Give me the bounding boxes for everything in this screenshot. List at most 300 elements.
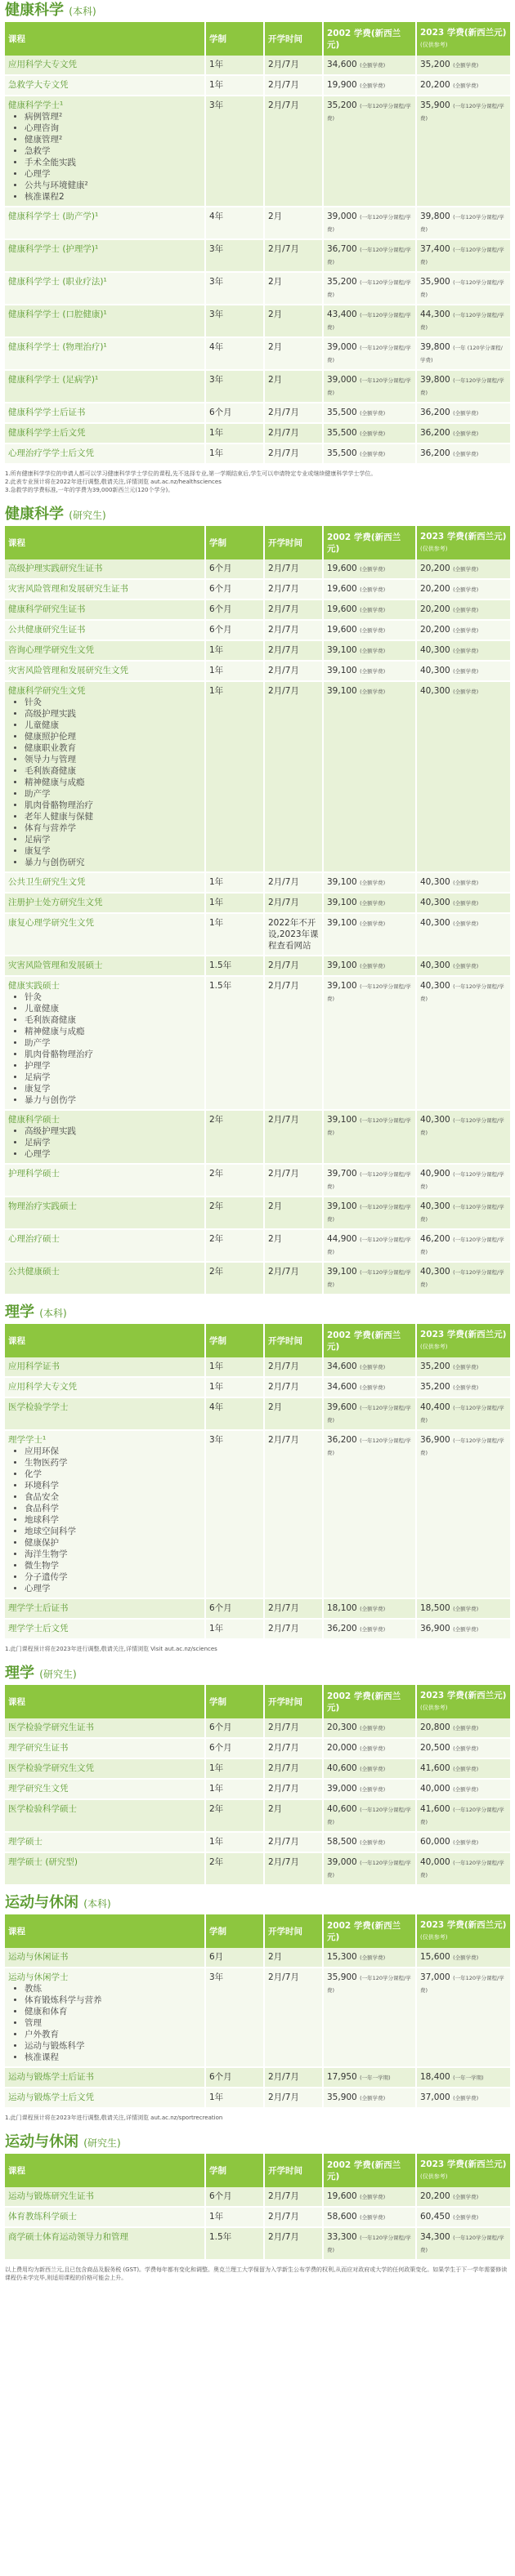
fee-2023-value: 36,200 xyxy=(420,428,450,438)
course-intake: 2月 xyxy=(264,1229,323,1262)
fee-2023-note: (全额学费) xyxy=(453,1364,479,1370)
fee-2022-note: (全额学费) xyxy=(360,566,386,573)
fee-2022 xyxy=(323,1397,416,1430)
specialisation-item: • 毛利族裔健康 xyxy=(25,1014,201,1026)
fee-2023-value: 41,600 xyxy=(420,1804,450,1814)
table-row xyxy=(5,1799,510,1832)
fee-2022 xyxy=(323,2067,416,2088)
fee-2023-value: 40,300 xyxy=(420,686,450,696)
table-row xyxy=(5,976,510,1110)
course-intake: 2月/7月 xyxy=(264,1779,323,1799)
fee-2022-value: 33,300 xyxy=(327,2232,357,2242)
fee-2022 xyxy=(323,1598,416,1619)
fee-2023-value: 40,300 xyxy=(420,960,450,970)
specialisation-item: • 暴力与创伤研究 xyxy=(25,857,201,868)
fee-2023 xyxy=(416,305,510,337)
fee-2022-value: 19,600 xyxy=(327,2191,357,2201)
table-row xyxy=(5,1430,510,1598)
fee-2022-note: (全额学费) xyxy=(360,1384,386,1391)
fee-2023-note: (全额学费) xyxy=(453,82,479,89)
fee-2022 xyxy=(323,56,416,75)
course-name xyxy=(5,403,205,423)
fee-2022 xyxy=(323,1758,416,1779)
fee-2022 xyxy=(323,1430,416,1598)
fee-2023-value: 37,400 xyxy=(420,244,450,254)
course-duration: 1年 xyxy=(205,661,264,681)
header-fee-2023: 2023 学费(新西兰元) (仅供参考) xyxy=(416,1324,510,1357)
course-title: 康复心理学研究生文凭 xyxy=(8,918,94,928)
fee-2022 xyxy=(323,661,416,681)
course-intake: 2月/7月 xyxy=(264,599,323,620)
fee-2022-value: 36,200 xyxy=(327,1435,357,1445)
specialisation-item: • 微生物学 xyxy=(25,1560,201,1571)
specialisation-item: • 地球空间科学 xyxy=(25,1526,201,1537)
course-name xyxy=(5,1619,205,1639)
course-title: 灾害风险管理和发展研究生证书 xyxy=(8,584,128,594)
fee-2022-value: 35,200 xyxy=(327,100,357,110)
course-title: 健康科学研究生文凭 xyxy=(8,686,86,696)
section-subtitle: (研究生) xyxy=(83,2137,121,2149)
specialisation-item: • 化学 xyxy=(25,1468,201,1480)
course-name xyxy=(5,913,205,956)
fee-2023-note: (一年120学分课程/学费) xyxy=(420,2235,504,2253)
fee-2023-value: 36,900 xyxy=(420,1435,450,1445)
course-title: 运动与锻炼研究生证书 xyxy=(8,2191,94,2201)
course-duration: 1年 xyxy=(205,75,264,96)
header-intake: 开学时间 xyxy=(264,1324,323,1357)
fee-2023-value: 36,200 xyxy=(420,408,450,417)
course-title: 急救学大专文凭 xyxy=(8,80,69,90)
fee-2022-value: 39,100 xyxy=(327,960,357,970)
course-duration: 3年 xyxy=(205,96,264,207)
fee-2022 xyxy=(323,272,416,305)
specialisation-item: • 食品安全 xyxy=(25,1491,201,1503)
footnote: 以上费用均为新西兰元,且已包含商品及服务税 (GST)。学费每年都有变化和调整。奥克兰理工大学保留为入学新生公布学费的权利,从而应对政府或大学的任何政策变化。如果学生于下一学年需要修读课程仍未学完毕,则适用课程的价格可能会上升。 xyxy=(5,2266,508,2281)
course-intake: 2月 xyxy=(264,1397,323,1430)
course-title: 理学学士后证书 xyxy=(8,1603,69,1613)
fee-2023-value: 40,900 xyxy=(420,1169,450,1179)
fee-2022-value: 39,600 xyxy=(327,1402,357,1412)
fee-2023 xyxy=(416,661,510,681)
fee-2022 xyxy=(323,239,416,272)
specialisation-item: • 高级护理实践 xyxy=(25,1125,201,1137)
table-row xyxy=(5,443,510,464)
fee-2023-note: (一年120学分课程/学费) xyxy=(420,103,504,122)
course-name xyxy=(5,1397,205,1430)
fee-2023 xyxy=(416,893,510,913)
specialisation-item: • 户外教育 xyxy=(25,2029,201,2040)
fee-2022-value: 39,100 xyxy=(327,898,357,907)
header-course: 课程 xyxy=(5,22,205,56)
specialisation-list xyxy=(8,1446,201,1594)
fee-2023-note: (一年120学分课程/学费) xyxy=(420,983,504,1002)
header-fee-note: (仅供参考) xyxy=(420,1705,448,1711)
specialisation-item: • 生物医药学 xyxy=(25,1457,201,1468)
fee-2022 xyxy=(323,305,416,337)
fee-2023 xyxy=(416,913,510,956)
fee-2022 xyxy=(323,579,416,599)
course-duration: 1年 xyxy=(205,1619,264,1639)
header-fee-note: (仅供参考) xyxy=(420,42,448,48)
course-name xyxy=(5,620,205,640)
specialisation-item: • 护理学 xyxy=(25,1060,201,1072)
fee-2022-note: (全额学费) xyxy=(360,880,386,886)
fee-2023-note: (一年一学期) xyxy=(453,2075,484,2081)
fee-2023 xyxy=(416,559,510,579)
specialisation-item: • 儿童健康 xyxy=(25,720,201,731)
fee-2023 xyxy=(416,1397,510,1430)
fee-2023-note: (全额学费) xyxy=(453,566,479,573)
fee-2022-value: 35,900 xyxy=(327,2092,357,2102)
fee-2022-note: (全额学费) xyxy=(360,1626,386,1633)
fee-2023 xyxy=(416,956,510,976)
header-course: 课程 xyxy=(5,1324,205,1357)
course-duration: 3年 xyxy=(205,370,264,403)
course-duration: 1年 xyxy=(205,893,264,913)
course-duration: 2年 xyxy=(205,1262,264,1295)
specialisation-item: • 毛利族裔健康 xyxy=(25,765,201,777)
fee-2023-value: 40,300 xyxy=(420,666,450,675)
fee-2022-note: (全额学费) xyxy=(360,451,386,457)
footnote: 1.此门课程预计将在2023年进行调整,敬请关注,详情浏览 aut.ac.nz/sportrecreation xyxy=(5,2115,223,2121)
specialisation-item: • 针灸 xyxy=(25,992,201,1003)
table-row xyxy=(5,1598,510,1619)
course-duration: 1年 xyxy=(205,1758,264,1779)
header-intake: 开学时间 xyxy=(264,22,323,56)
fee-2023 xyxy=(416,620,510,640)
fee-2022-note: (一年120学分课程/学费) xyxy=(327,1860,411,1879)
specialisation-item: • 应用环保 xyxy=(25,1446,201,1457)
header-course: 课程 xyxy=(5,526,205,559)
fee-2022 xyxy=(323,403,416,423)
specialisation-item: • 儿童健康 xyxy=(25,1003,201,1014)
section-title: 运动与休闲 (研究生) xyxy=(5,2133,121,2150)
fee-2023-value: 40,300 xyxy=(420,1201,450,1211)
fee-2022-note: (全额学费) xyxy=(360,82,386,89)
fee-2022 xyxy=(323,956,416,976)
table-row xyxy=(5,1262,510,1295)
course-intake: 2月/7月 xyxy=(264,2088,323,2108)
fee-2022 xyxy=(323,2187,416,2207)
fee-2023-value: 46,200 xyxy=(420,1234,450,1244)
fee-2022-note: (全额学费) xyxy=(360,1364,386,1370)
fee-2022-note: (全额学费) xyxy=(360,1606,386,1612)
fee-2022-value: 36,700 xyxy=(327,244,357,254)
fee-table xyxy=(5,1685,510,1886)
course-title: 运动与休闲学士 xyxy=(8,1972,69,1982)
fee-2023 xyxy=(416,1758,510,1779)
course-name xyxy=(5,1229,205,1262)
fee-2022-note: (全额学费) xyxy=(360,963,386,969)
fee-2022-value: 39,100 xyxy=(327,645,357,655)
table-row xyxy=(5,2227,510,2260)
table-row xyxy=(5,1197,510,1229)
fee-2023 xyxy=(416,599,510,620)
course-intake: 2月/7月 xyxy=(264,893,323,913)
fee-2022-note: (全额学费) xyxy=(360,586,386,593)
fee-2023-note: (一年120学分课程/学费) xyxy=(420,1171,504,1190)
course-duration: 1年 xyxy=(205,423,264,443)
course-title: 医学检验学研究生证书 xyxy=(8,1723,94,1732)
fee-2023 xyxy=(416,1738,510,1758)
specialisation-item: • 足病学 xyxy=(25,834,201,845)
table-row xyxy=(5,56,510,75)
course-title: 健康科学学士后文凭 xyxy=(8,428,86,438)
fee-2023-value: 15,600 xyxy=(420,1952,450,1962)
course-title: 物理治疗实践硕士 xyxy=(8,1201,77,1211)
specialisation-item: • 海洋生物学 xyxy=(25,1549,201,1560)
table-row xyxy=(5,1832,510,1852)
fee-2023 xyxy=(416,1619,510,1639)
fee-2023 xyxy=(416,1852,510,1885)
fee-2023-value: 18,400 xyxy=(420,2072,450,2082)
fee-2022-note: (一年120学分课程/学费) xyxy=(327,247,411,265)
fee-2023-note: (全额学费) xyxy=(453,2095,479,2101)
fee-2023-value: 60,450 xyxy=(420,2212,450,2222)
course-title: 健康科学学士 (职业疗法)¹ xyxy=(8,277,107,287)
course-title: 护理科学硕士 xyxy=(8,1169,60,1179)
fee-2022 xyxy=(323,1357,416,1377)
course-name xyxy=(5,579,205,599)
course-intake: 2月 xyxy=(264,1799,323,1832)
fee-2023-note: (全额学费) xyxy=(453,627,479,634)
table-row xyxy=(5,681,510,872)
specialisation-item: • 体育与营养学 xyxy=(25,822,201,834)
course-title: 公共卫生研究生文凭 xyxy=(8,877,86,887)
table-row xyxy=(5,1357,510,1377)
fee-2023-value: 35,900 xyxy=(420,277,450,287)
fee-2022 xyxy=(323,423,416,443)
course-duration: 1年 xyxy=(205,56,264,75)
fee-2023-value: 40,300 xyxy=(420,645,450,655)
fee-2022-value: 19,600 xyxy=(327,584,357,594)
table-row xyxy=(5,559,510,579)
fee-2023-value: 44,300 xyxy=(420,310,450,319)
fee-2023 xyxy=(416,579,510,599)
specialisation-item: • 领导力与管理 xyxy=(25,754,201,765)
fee-2022-value: 19,600 xyxy=(327,564,357,573)
fee-2023-note: (一年120学分课程/学费) xyxy=(420,247,504,265)
course-intake: 2月/7月 xyxy=(264,661,323,681)
header-fee-2023: 2023 学费(新西兰元) (仅供参考) xyxy=(416,1685,510,1718)
course-name xyxy=(5,1164,205,1197)
course-name xyxy=(5,640,205,661)
fee-2022 xyxy=(323,1377,416,1397)
course-intake: 2月/7月 xyxy=(264,1852,323,1885)
course-title: 医学检验学研究生文凭 xyxy=(8,1763,94,1773)
specialisation-item: • 健康职业教育 xyxy=(25,742,201,754)
section-subtitle: (研究生) xyxy=(39,1669,77,1680)
fee-2023-value: 37,000 xyxy=(420,2092,450,2102)
fee-2022-value: 34,600 xyxy=(327,1362,357,1371)
course-name xyxy=(5,1377,205,1397)
fee-2023-note: (一年120学分课程/学费) xyxy=(420,1405,504,1424)
course-title: 咨询心理学研究生文凭 xyxy=(8,645,94,655)
fee-2022-note: (一年120学分课程/学费) xyxy=(327,103,411,122)
course-intake: 2月 xyxy=(264,370,323,403)
fee-2022 xyxy=(323,337,416,370)
course-duration: 1.5年 xyxy=(205,2227,264,2260)
fee-2022 xyxy=(323,681,416,872)
specialisation-item: • 足病学 xyxy=(25,1072,201,1083)
fee-2023 xyxy=(416,1357,510,1377)
fee-2023-value: 20,200 xyxy=(420,604,450,614)
table-row xyxy=(5,305,510,337)
course-title: 健康科学研究生证书 xyxy=(8,604,86,614)
course-title: 运动与休闲证书 xyxy=(8,1952,69,1962)
fee-2023 xyxy=(416,2088,510,2108)
specialisation-item: • 心理学 xyxy=(25,1148,201,1160)
course-duration: 6个月 xyxy=(205,403,264,423)
fee-2023-note: (一年120学分课程/学费) xyxy=(420,1269,504,1288)
course-title: 灾害风险管理和发展硕士 xyxy=(8,960,103,970)
fee-2022-note: (全额学费) xyxy=(360,668,386,675)
fee-2022-note: (全额学费) xyxy=(360,900,386,907)
fee-2022-note: (一年120学分课程/学费) xyxy=(327,1437,411,1456)
section-subtitle: (研究生) xyxy=(69,510,106,521)
fee-2023 xyxy=(416,2067,510,2088)
course-duration: 4年 xyxy=(205,1397,264,1430)
header-fee-note: (仅供参考) xyxy=(420,1344,448,1350)
table-row xyxy=(5,1948,510,1968)
table-row xyxy=(5,893,510,913)
course-duration: 6月 xyxy=(205,1948,264,1968)
fee-2022-value: 40,600 xyxy=(327,1763,357,1773)
table-row xyxy=(5,1397,510,1430)
fee-2023-note: (全额学费) xyxy=(453,1766,479,1772)
fee-2023-value: 20,200 xyxy=(420,584,450,594)
course-duration: 6个月 xyxy=(205,1718,264,1738)
fee-2022 xyxy=(323,443,416,464)
course-intake: 2月/7月 xyxy=(264,2067,323,2088)
fee-2022 xyxy=(323,1968,416,2067)
fee-2023-value: 20,200 xyxy=(420,80,450,90)
fee-table xyxy=(5,1914,510,2109)
header-fee-2022: 2002 学费(新西兰元) xyxy=(323,526,416,559)
course-title: 医学检验科学硕士 xyxy=(8,1804,77,1814)
fee-2023 xyxy=(416,337,510,370)
table-row xyxy=(5,239,510,272)
table-row xyxy=(5,96,510,207)
fee-2023 xyxy=(416,872,510,893)
fee-2022-value: 35,500 xyxy=(327,428,357,438)
header-fee-2023: 2023 学费(新西兰元) (仅供参考) xyxy=(416,22,510,56)
fee-2023 xyxy=(416,1110,510,1164)
fee-2023-value: 34,300 xyxy=(420,2232,450,2242)
fee-2022-note: (一年120学分课程/学费) xyxy=(327,1975,411,1994)
header-intake: 开学时间 xyxy=(264,526,323,559)
course-duration: 2年 xyxy=(205,1197,264,1229)
course-duration: 6个月 xyxy=(205,2187,264,2207)
fee-2023-value: 40,400 xyxy=(420,1402,450,1412)
fee-2023 xyxy=(416,75,510,96)
specialisation-item: • 管理 xyxy=(25,2017,201,2029)
course-name xyxy=(5,56,205,75)
table-row xyxy=(5,956,510,976)
fee-2022 xyxy=(323,1832,416,1852)
course-duration: 3年 xyxy=(205,1430,264,1598)
section-title: 理学 (本科) xyxy=(5,1304,67,1321)
fee-2023-note: (全额学费) xyxy=(453,1745,479,1752)
table-row xyxy=(5,579,510,599)
fee-2022-value: 35,200 xyxy=(327,277,357,287)
fee-2023-value: 40,000 xyxy=(420,1784,450,1794)
table-row xyxy=(5,872,510,893)
course-title: 健康科学学士¹ xyxy=(8,100,64,110)
course-name xyxy=(5,1948,205,1968)
specialisation-item: • 食品科学 xyxy=(25,1503,201,1514)
fee-2022-note: (全额学费) xyxy=(360,920,386,927)
course-duration: 1.5年 xyxy=(205,956,264,976)
course-intake: 2月/7月 xyxy=(264,559,323,579)
course-title: 理学研究生证书 xyxy=(8,1743,69,1753)
fee-2022 xyxy=(323,1799,416,1832)
section-subtitle: (本科) xyxy=(83,1898,111,1910)
fee-2022 xyxy=(323,913,416,956)
fee-2022-note: (一年120学分课程/学费) xyxy=(327,279,411,298)
course-name xyxy=(5,976,205,1110)
fee-2023-note: (一年120学分课程/学费) xyxy=(420,1204,504,1223)
fee-2022-value: 39,000 xyxy=(327,1857,357,1867)
fee-2023-value: 36,200 xyxy=(420,448,450,458)
fee-2022 xyxy=(323,893,416,913)
course-intake: 2月 xyxy=(264,337,323,370)
fee-2022 xyxy=(323,1738,416,1758)
specialisation-item: • 肌肉骨骼物理治疗 xyxy=(25,800,201,811)
course-title: 理学研究生文凭 xyxy=(8,1784,69,1794)
specialisation-item: • 高级护理实践 xyxy=(25,708,201,720)
fee-2023 xyxy=(416,423,510,443)
specialisation-item: • 心理咨询 xyxy=(25,123,201,134)
fee-2023 xyxy=(416,1377,510,1397)
specialisation-item: • 核准课程 xyxy=(25,2052,201,2063)
specialisation-item: • 急救学 xyxy=(25,145,201,157)
course-name xyxy=(5,1799,205,1832)
fee-2023-note: (一年120学分课程/学费) xyxy=(420,1437,504,1456)
fee-2022-value: 34,600 xyxy=(327,1382,357,1392)
course-duration: 1年 xyxy=(205,1377,264,1397)
specialisation-list xyxy=(8,697,201,868)
fee-2022 xyxy=(323,2088,416,2108)
course-name xyxy=(5,96,205,207)
specialisation-item: • 环境科学 xyxy=(25,1480,201,1491)
fee-2022 xyxy=(323,1852,416,1885)
fee-2023-note: (全额学费) xyxy=(453,451,479,457)
fee-2023 xyxy=(416,1598,510,1619)
fee-2023-note: (全额学费) xyxy=(453,1839,479,1846)
fee-2023 xyxy=(416,640,510,661)
course-intake: 2月/7月 xyxy=(264,1430,323,1598)
course-title: 公共健康研究生证书 xyxy=(8,625,86,635)
table-row xyxy=(5,661,510,681)
table-row xyxy=(5,207,510,239)
course-title: 健康科学学士 (口腔健康)¹ xyxy=(8,310,107,319)
header-intake: 开学时间 xyxy=(264,1914,323,1948)
course-name xyxy=(5,599,205,620)
footnote: 1.所有健康科学学位的申请人都可以学习健康科学学士学位的课程,先不选择专业,第一学期结束后,学生可以申请特定专业或继续健康科学学士学位。 xyxy=(5,470,377,477)
header-fee-2023: 2023 学费(新西兰元) (仅供参考) xyxy=(416,1914,510,1948)
section-title: 健康科学 (本科) xyxy=(5,2,96,19)
course-duration: 4年 xyxy=(205,207,264,239)
course-duration: 6个月 xyxy=(205,559,264,579)
fee-2023-note: (一年120学分课程/学费) xyxy=(420,279,504,298)
fee-2023-value: 35,900 xyxy=(420,100,450,110)
fee-2022-value: 39,100 xyxy=(327,1201,357,1211)
course-title: 健康科学硕士 xyxy=(8,1115,60,1125)
fee-2022 xyxy=(323,1262,416,1295)
fee-2023 xyxy=(416,1430,510,1598)
course-duration: 1年 xyxy=(205,681,264,872)
